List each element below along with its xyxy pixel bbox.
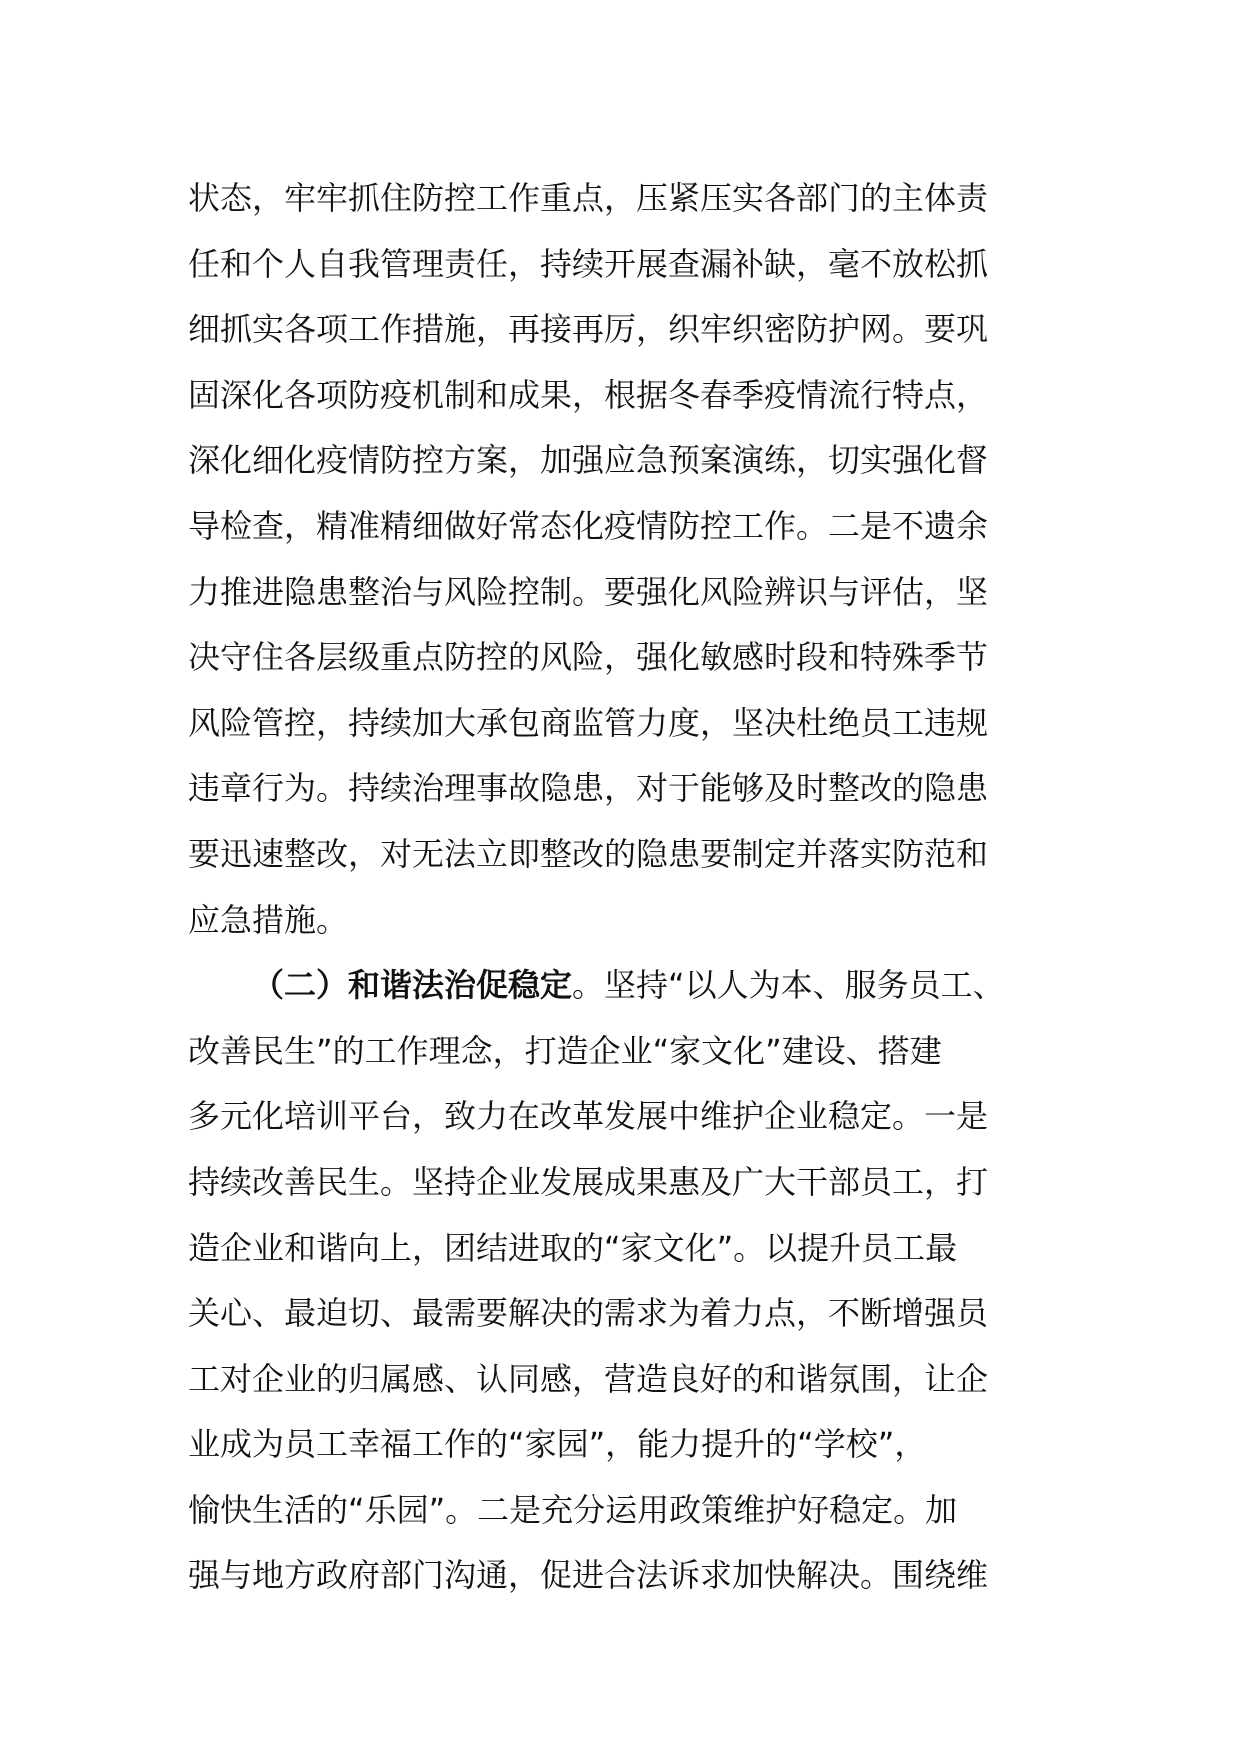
text-line: 造企业和谐向上，团结进取的“家文化”。以提升员工最 bbox=[188, 1228, 958, 1267]
heading-continuation: 。坚持“以人为本、服务员工、 bbox=[572, 966, 1005, 1005]
text-line: 风险管控，持续加大承包商监管力度，坚决杜绝员工违规 bbox=[188, 703, 989, 742]
text-line: 要迅速整改，对无法立即整改的隐患要制定并落实防范和 bbox=[188, 834, 989, 873]
document-body bbox=[188, 166, 1068, 1609]
section-heading: （二）和谐法治促稳定 bbox=[252, 966, 573, 1005]
text-line: 决守住各层级重点防控的风险，强化敏感时段和特殊季节 bbox=[188, 638, 989, 677]
text-line: 工对企业的归属感、认同感，营造良好的和谐氛围，让企 bbox=[188, 1359, 989, 1398]
text-line-first bbox=[188, 953, 1068, 1019]
text-line: 导检查，精准精细做好常态化疫情防控工作。二是不遗余 bbox=[188, 506, 989, 545]
text-line: 细抓实各项工作措施，再接再厉，织牢织密防护网。要巩 bbox=[188, 310, 989, 349]
text-line: 力推进隐患整治与风险控制。要强化风险辨识与评估，坚 bbox=[188, 572, 989, 611]
paragraph-2 bbox=[188, 953, 1068, 1609]
text-line: 持续改善民生。坚持企业发展成果惠及广大干部员工，打 bbox=[188, 1162, 989, 1201]
text-line: 强与地方政府部门沟通，促进合法诉求加快解决。围绕维 bbox=[188, 1556, 989, 1595]
text-line: 固深化各项防疫机制和成果，根据冬春季疫情流行特点， bbox=[188, 375, 989, 414]
text-line: 业成为员工幸福工作的“家园”，能力提升的“学校”， bbox=[188, 1425, 927, 1464]
text-line: 改善民生”的工作理念，打造企业“家文化”建设、搭建 bbox=[188, 1031, 942, 1070]
text-line: 深化细化疫情防控方案，加强应急预案演练，切实强化督 bbox=[188, 441, 989, 480]
text-line: 关心、最迫切、最需要解决的需求为着力点，不断增强员 bbox=[188, 1294, 989, 1333]
text-line: 应急措施。 bbox=[188, 900, 349, 939]
text-line: 违章行为。持续治理事故隐患，对于能够及时整改的隐患 bbox=[188, 769, 989, 808]
text-line: 多元化培训平台，致力在改革发展中维护企业稳定。一是 bbox=[188, 1097, 989, 1136]
text-line: 状态，牢牢抓住防控工作重点，压紧压实各部门的主体责 bbox=[188, 179, 989, 217]
text-line: 愉快生活的“乐园”。二是充分运用政策维护好稳定。加 bbox=[188, 1490, 958, 1529]
text-line: 任和个人自我管理责任，持续开展查漏补缺，毫不放松抓 bbox=[188, 244, 989, 283]
paragraph-1 bbox=[188, 166, 1068, 953]
